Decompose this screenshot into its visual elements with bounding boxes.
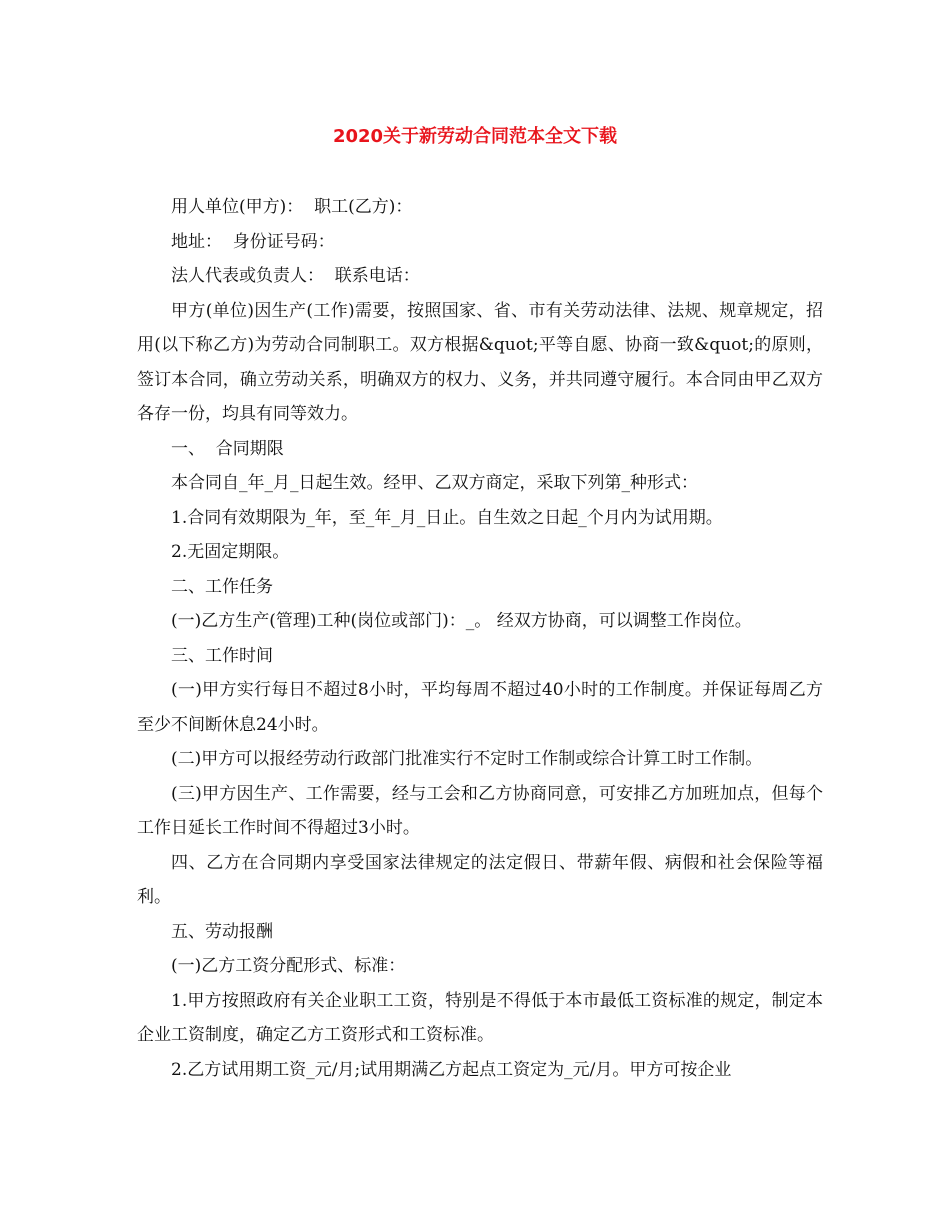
- preamble-paragraph: 甲方(单位)因生产(工作)需要，按照国家、省、市有关劳动法律、法规、规章规定，招用(以下称乙方)为劳动合同制职工。双方根据&quot;平等自愿、协商一致&quot;的原则，签订本合同，确立劳动关系，明确双方的权力、义务，并共同遵守履行。本合同由甲乙双方各存一份，均具有同等效力。: [137, 300, 823, 424]
- paragraph: (三)甲方因生产、工作需要，经与工会和乙方协商同意，可安排乙方加班加点，但每个工作日延长工作时间不得超过3小时。: [137, 783, 823, 838]
- paragraph: (一)乙方工资分配形式、标准：: [171, 956, 406, 976]
- section-heading: 三、工作时间: [171, 645, 273, 666]
- paragraph: (二)甲方可以报经劳动行政部门批准实行不定时工作制或综合计算工时工作制。: [171, 749, 763, 769]
- paragraph: 2.乙方试用期工资_元/月;试用期满乙方起点工资定为_元/月。甲方可按企业: [171, 1059, 732, 1080]
- address-line: 地址： 身份证号码：: [171, 231, 335, 252]
- paragraph: 1.甲方按照政府有关企业职工工资，特别是不得低于本市最低工资标准的规定，制定本企业工资制度，确定乙方工资形式和工资标准。: [137, 990, 823, 1045]
- document-title: 2020关于新劳动合同范本全文下载: [332, 126, 618, 147]
- paragraph: (一)乙方生产(管理)工种(岗位或部门)：_。 经双方协商，可以调整工作岗位。: [171, 611, 752, 631]
- paragraph: 1.合同有效期限为_年，至_年_月_日止。自生效之日起_个月内为试用期。: [171, 507, 723, 528]
- representative-line: 法人代表或负责人： 联系电话：: [171, 266, 420, 286]
- paragraph: (一)甲方实行每日不超过8小时，平均每周不超过40小时的工作制度。并保证每周乙方至少不间断休息24小时。: [137, 680, 823, 735]
- paragraph: 本合同自_年_月_日起生效。经甲、乙双方商定，采取下列第_种形式：: [171, 473, 698, 493]
- section-heading: 二、工作任务: [171, 576, 273, 597]
- section-heading: 一、 合同期限: [171, 438, 284, 459]
- paragraph: 四、乙方在合同期内享受国家法律规定的法定假日、带薪年假、病假和社会保险等福利。: [137, 852, 823, 907]
- party-a-line: 用人单位(甲方)： 职工(乙方)：: [171, 197, 413, 217]
- paragraph: 2.无固定期限。: [171, 542, 290, 562]
- section-heading: 五、劳动报酬: [171, 921, 273, 942]
- document-body: [137, 190, 823, 1087]
